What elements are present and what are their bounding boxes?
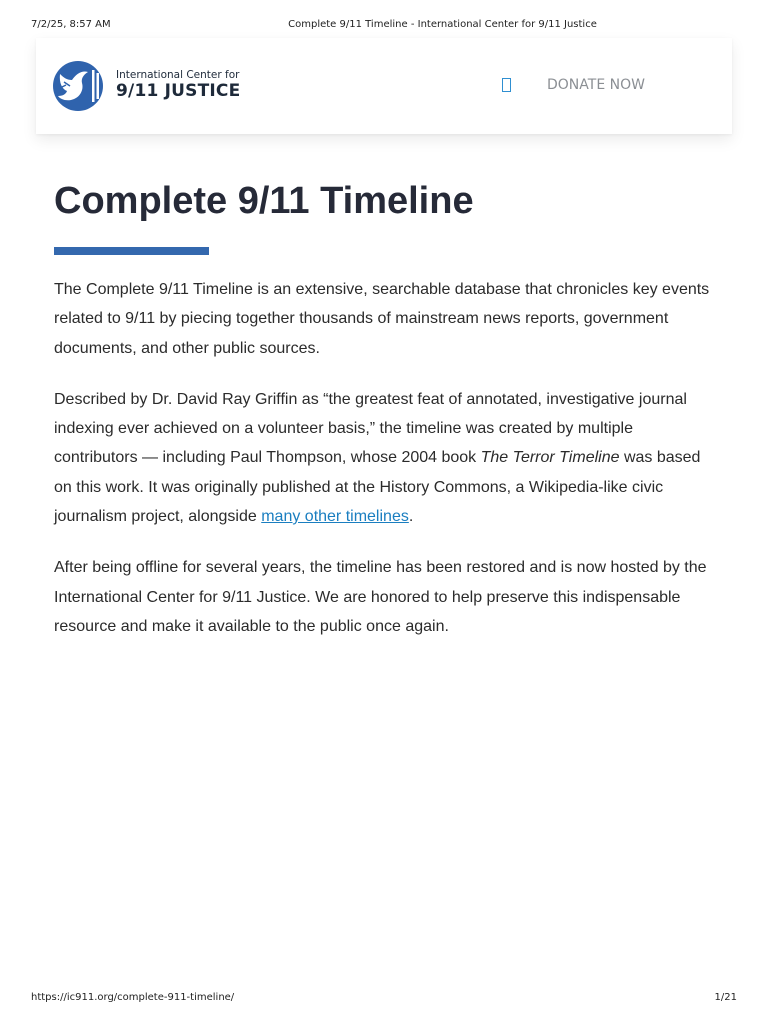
history-text-2: was based on this work. It was originally published at the History Commons, a Wikipedia-like civic journalism project, alongside xyxy=(54,449,701,526)
logo-subtitle: International Center for xyxy=(116,69,240,81)
dove-logo-icon xyxy=(52,60,104,112)
print-page-title: Complete 9/11 Timeline - International Center for 9/11 Justice xyxy=(288,19,597,30)
history-text-3: . xyxy=(408,508,414,526)
donate-now-button[interactable]: DONATE NOW xyxy=(547,77,645,93)
history-paragraph xyxy=(54,385,718,531)
print-url: https://ic911.org/complete-911-timeline/ xyxy=(31,992,235,1003)
restored-paragraph: After being offline for several years, the timeline has been restored and is now hosted by the International Center for 9/11 Justice. We are honored to help preserve this indispensable resource and make it available to the public once again. xyxy=(54,559,707,635)
print-page-number: 1/21 xyxy=(714,992,737,1003)
logo-title: 9/11 JUSTICE xyxy=(116,81,241,101)
history-text-1: Described by Dr. David Ray Griffin as “the greatest feat of annotated, investigative journal indexing ever achieved on a volunteer basis,” the timeline was created by multiple contributors — including Paul Thompson, whose 2004 book xyxy=(54,390,687,467)
search-icon[interactable] xyxy=(502,78,511,92)
title-underline xyxy=(54,247,209,255)
book-title: The Terror Timeline xyxy=(480,449,620,467)
article-content xyxy=(54,275,718,663)
intro-paragraph: The Complete 9/11 Timeline is an extensive, searchable database that chronicles key events related to 9/11 by piecing together thousands of mainstream news reports, government documents, and other public sources. xyxy=(54,281,710,357)
page-title: Complete 9/11 Timeline xyxy=(54,180,474,222)
print-datetime: 7/2/25, 8:57 AM xyxy=(31,19,111,30)
site-header xyxy=(36,38,732,134)
site-logo[interactable] xyxy=(52,60,252,112)
many-other-timelines-link[interactable]: many other timelines xyxy=(261,508,409,526)
